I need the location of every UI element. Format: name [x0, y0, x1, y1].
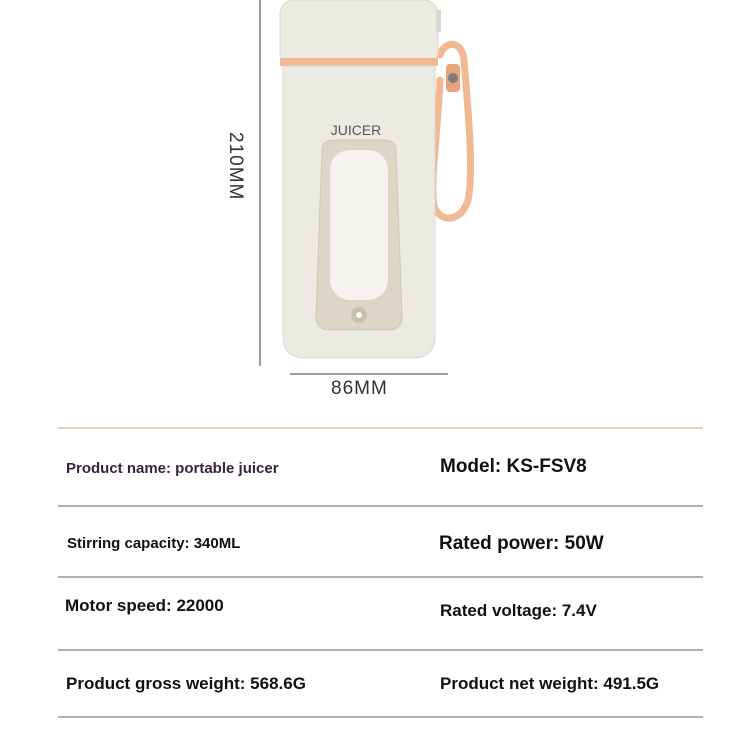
- juicer-logo: JUICER: [330, 122, 382, 138]
- spec-gross-weight: Product gross weight: 568.6G: [66, 674, 306, 693]
- spec-model: Model: KS-FSV8: [440, 456, 587, 477]
- spec-rated-voltage: Rated voltage: 7.4V: [440, 601, 597, 620]
- accent-band: [280, 58, 438, 66]
- spec-net-weight: Product net weight: 491.5G: [440, 674, 660, 693]
- height-dimension-label: 210MM: [225, 132, 246, 201]
- juicer-lid: [280, 0, 438, 66]
- spec-motor-speed: Motor speed: 22000: [65, 596, 224, 615]
- spec-stirring-capacity: Stirring capacity: 340ML: [67, 535, 241, 552]
- width-dimension-label: 86MM: [331, 378, 388, 399]
- spec-product-name: Product name: portable juicer: [66, 460, 279, 477]
- juicer-window: [330, 150, 388, 300]
- spec-rated-power: Rated power: 50W: [439, 533, 604, 554]
